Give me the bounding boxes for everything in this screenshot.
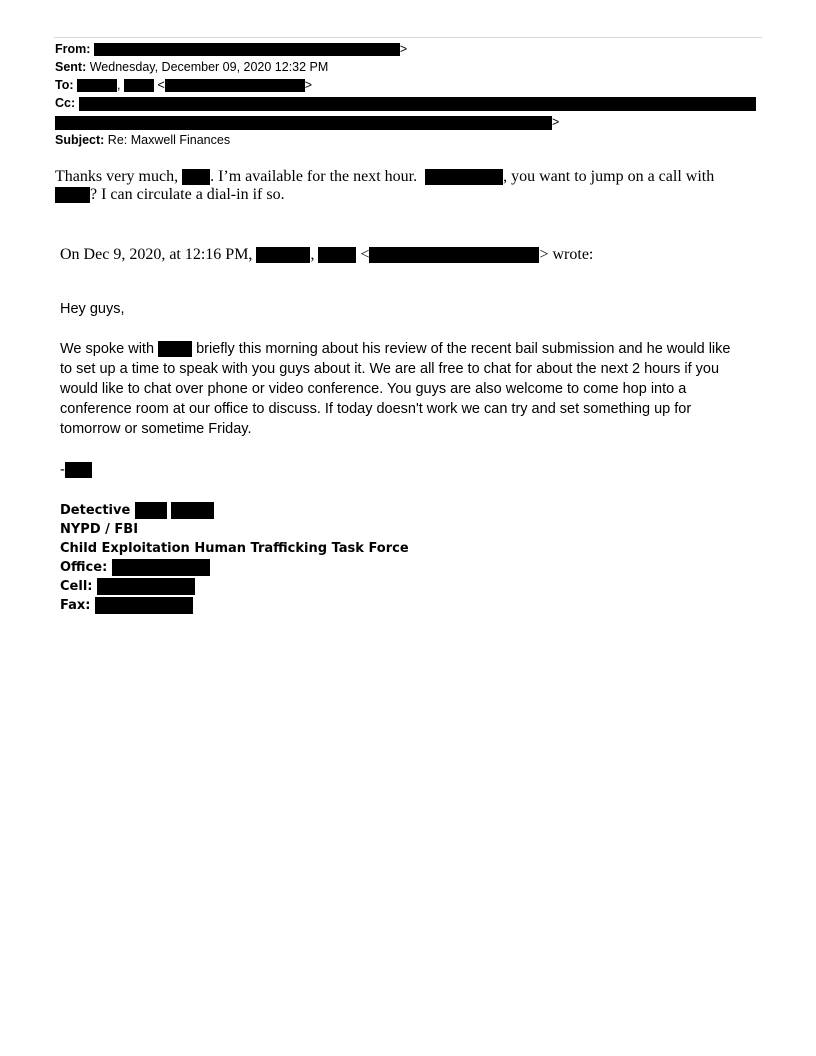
sent-value: Wednesday, December 09, 2020 12:32 PM <box>89 60 329 74</box>
redaction <box>256 247 310 263</box>
redaction <box>65 462 92 478</box>
redaction <box>95 597 193 614</box>
to-label: To: <box>55 78 74 92</box>
redaction <box>182 169 210 185</box>
redaction <box>171 502 214 519</box>
reply-line-1 <box>55 168 714 186</box>
office-label: Office: <box>60 560 108 575</box>
quote-text: briefly this morning about his review of the recent bail submission and he would like <box>196 341 731 357</box>
signoff-dash: - <box>60 462 65 478</box>
quote-intro <box>60 246 593 264</box>
reply-text: , you want to jump on a call with <box>503 168 715 185</box>
reply-text: Thanks very much, <box>55 168 179 185</box>
cc-close: > <box>552 115 560 129</box>
signature-title-text: Detective <box>60 503 131 518</box>
redaction <box>77 79 117 92</box>
cc-row <box>55 94 756 112</box>
signature-title <box>60 501 214 520</box>
quote-greeting: Hey guys, <box>60 301 125 317</box>
signature-agency: NYPD / FBI <box>60 522 139 537</box>
signature-office <box>60 558 210 577</box>
quote-signoff <box>60 460 92 480</box>
redaction <box>318 247 356 263</box>
fax-label: Fax: <box>60 598 91 613</box>
header-divider <box>54 37 762 38</box>
reply-line-2 <box>55 186 285 204</box>
quote-line-3: would like to chat over phone or video conference. You guys are also welcome to come hop into a <box>60 381 687 397</box>
sent-row <box>55 58 328 76</box>
from-label: From: <box>55 42 91 56</box>
quote-line-1 <box>60 339 730 359</box>
quote-intro-open: < <box>360 246 370 263</box>
subject-row <box>55 131 230 149</box>
to-separator: , <box>117 78 121 92</box>
redaction <box>55 116 552 130</box>
redaction <box>425 169 503 185</box>
signature-unit: Child Exploitation Human Trafficking Task Force <box>60 541 409 556</box>
quote-line-5: tomorrow or sometime Friday. <box>60 421 252 437</box>
to-open: < <box>157 78 165 92</box>
redaction <box>94 43 400 56</box>
sent-label: Sent: <box>55 60 87 74</box>
subject-value: Re: Maxwell Finances <box>107 133 231 147</box>
redaction <box>97 578 195 595</box>
quote-intro-text: On Dec 9, 2020, at 12:16 PM, <box>60 246 253 263</box>
reply-text: . I’m available for the next hour. <box>210 168 418 185</box>
cell-label: Cell: <box>60 579 93 594</box>
redaction <box>158 341 192 357</box>
from-suffix: > <box>399 42 408 56</box>
reply-text: ? I can circulate a dial-in if so. <box>90 186 285 203</box>
signature-fax <box>60 596 193 615</box>
quote-intro-sep: , <box>310 246 315 263</box>
redaction <box>165 79 305 92</box>
subject-label: Subject: <box>55 133 105 147</box>
cc-label: Cc: <box>55 96 76 110</box>
redaction <box>124 79 154 92</box>
quote-text: We spoke with <box>60 341 155 357</box>
quote-line-2: to set up a time to speak with you guys about it. We are all free to chat for about the next 2 hours if you <box>60 361 720 377</box>
to-close: > <box>304 78 313 92</box>
cc-continued-row <box>55 113 559 131</box>
redaction <box>135 502 167 519</box>
to-row <box>55 76 312 94</box>
redaction <box>369 247 539 263</box>
redaction <box>79 97 756 111</box>
redaction <box>112 559 210 576</box>
quote-line-4: conference room at our office to discuss. If today doesn't work we can try and set something up for <box>60 401 692 417</box>
redaction <box>55 187 90 203</box>
from-row <box>55 40 407 58</box>
quote-intro-close: > wrote: <box>539 246 594 263</box>
signature-cell <box>60 577 195 596</box>
